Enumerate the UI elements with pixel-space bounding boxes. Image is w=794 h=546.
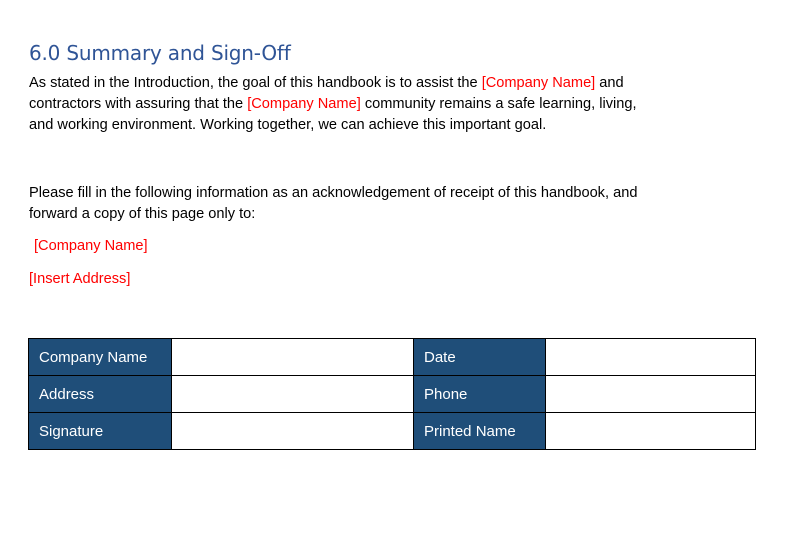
intro-text: community remains a safe learning, living, [360, 96, 637, 112]
date-field[interactable] [546, 339, 756, 376]
recipient-address: [Insert Address] [29, 271, 131, 287]
company-name-label: Company Name [29, 339, 172, 376]
form-row-company-date [29, 339, 756, 376]
intro-line-3: and working environment. Working together, we can achieve this important goal. [29, 117, 547, 133]
printed-name-field[interactable] [546, 413, 756, 450]
phone-label: Phone [414, 376, 546, 413]
company-placeholder: [Company Name] [481, 75, 596, 91]
recipient-company: [Company Name] [34, 238, 148, 254]
section-heading: 6.0 Summary and Sign-Off [29, 41, 291, 65]
signature-field[interactable] [172, 413, 414, 450]
instructions-paragraph [29, 183, 637, 225]
phone-field[interactable] [546, 376, 756, 413]
printed-name-label: Printed Name [414, 413, 546, 450]
intro-text: and [595, 75, 624, 91]
intro-text: As stated in the Introduction, the goal of this handbook is to assist the [29, 75, 482, 91]
intro-line-2 [29, 94, 637, 115]
address-field[interactable] [172, 376, 414, 413]
instructions-line-2: forward a copy of this page only to: [29, 206, 256, 222]
signoff-form-table [28, 338, 756, 450]
signature-label: Signature [29, 413, 172, 450]
form-row-address-phone [29, 376, 756, 413]
intro-line-1 [29, 73, 637, 94]
address-label: Address [29, 376, 172, 413]
company-placeholder: [Company Name] [247, 96, 361, 112]
date-label: Date [414, 339, 546, 376]
form-row-signature-printed-name [29, 413, 756, 450]
instructions-line-1: Please fill in the following information as an acknowledgement of receipt of this handbook, and [29, 185, 638, 201]
intro-text: contractors with assuring that the [29, 96, 248, 112]
company-name-field[interactable] [172, 339, 414, 376]
intro-paragraph [29, 73, 637, 136]
